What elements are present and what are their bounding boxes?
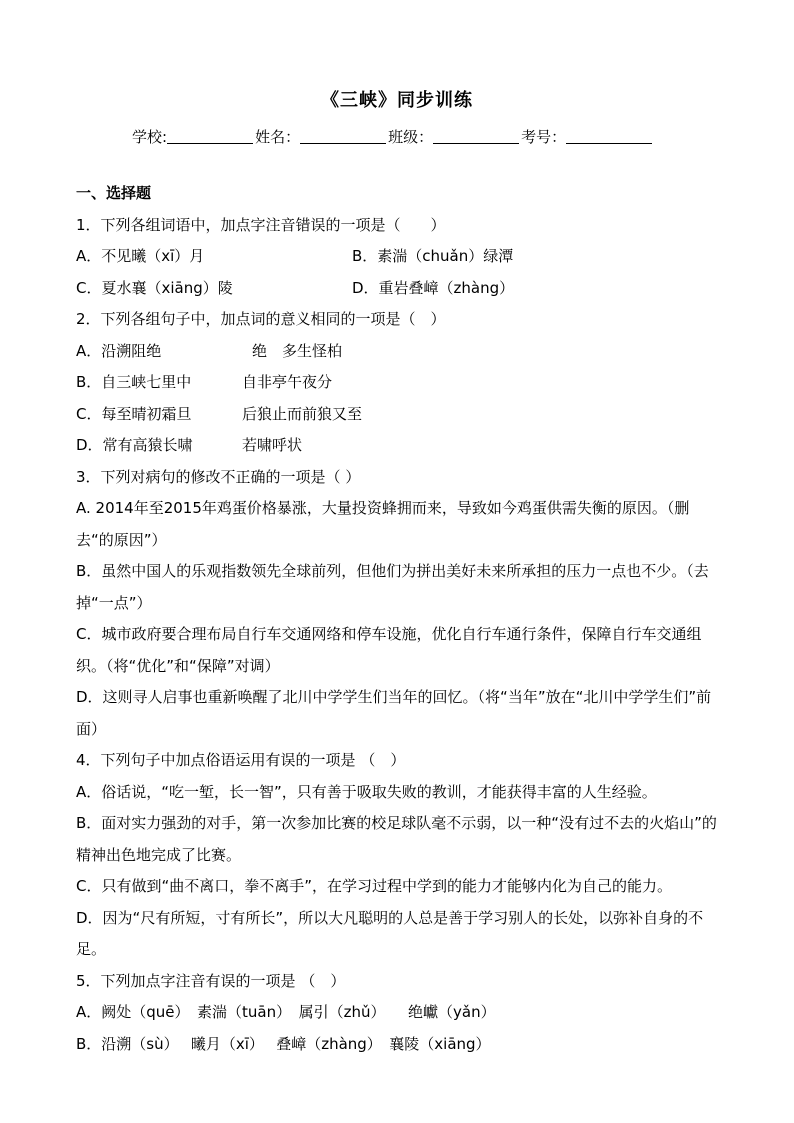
question-2-option-c-part1: C．每至晴初霜旦: [76, 404, 192, 423]
question-2-option-d-part2: 若啸呼状: [242, 436, 303, 454]
question-1-options-row-1: [76, 241, 720, 273]
question-3-option-b: B．虽然中国人的乐观指数领先全球前列，但他们为拼出美好未来所承担的压力一点也不少。（去掉“一点”）: [76, 562, 709, 612]
question-5-option-b: B．沿溯（sù） 曦月（xī） 叠嶂（zhàng） 襄陵（xiāng）: [76, 1034, 491, 1053]
question-2-option-b: [76, 367, 720, 399]
name-blank[interactable]: [300, 129, 386, 144]
question-2-option-c: [76, 399, 720, 431]
question-4-option-b: B．面对实力强劲的对手，第一次参加比赛的校足球队毫不示弱，以一种“没有过不去的火焰山”的精神出色地完成了比赛。: [76, 814, 717, 864]
question-2-option-a-part1: A．沿溯阻绝: [76, 341, 162, 360]
question-4-stem: 4．下列句子中加点俗语运用有误的一项是 （ ）: [76, 751, 406, 769]
exam-no-blank[interactable]: [566, 129, 652, 144]
question-1-option-d: D．重岩叠嶂（zhàng）: [352, 278, 515, 297]
class-label: 班级：: [388, 128, 434, 146]
question-4-option-c: C．只有做到“曲不离口，拳不离手”，在学习过程中学到的能力才能够内化为自己的能力。: [76, 877, 673, 895]
question-3-stem: 3．下列对病句的修改不正确的一项是（ ）: [76, 467, 361, 486]
exam-no-label: 考号：: [521, 128, 567, 146]
question-2-option-c-part2: 后狼止而前狼又至: [242, 404, 363, 423]
question-1-option-b: B．素湍（chuǎn）绿潭: [352, 247, 514, 265]
page-title: 《三峡》同步训练: [321, 90, 473, 111]
question-2-option-b-part1: B．自三峡七里中: [76, 373, 192, 391]
question-3-option-d: D．这则寻人启事也重新唤醒了北川中学学生们当年的回忆。（将“当年”放在“北川中学学生们”前面）: [76, 688, 712, 738]
question-1-stem: 1．下列各组词语中，加点字注音错误的一项是（ ）: [76, 215, 446, 234]
class-blank[interactable]: [433, 129, 519, 144]
student-info-line: [132, 126, 654, 147]
school-blank[interactable]: [167, 129, 253, 144]
name-label: 姓名：: [255, 128, 301, 146]
question-2-option-a-part2: 绝 多生怪柏: [252, 341, 343, 360]
question-2-stem: 2．下列各组句子中，加点词的意义相同的一项是（ ）: [76, 310, 446, 328]
school-label: 学校:: [132, 128, 168, 146]
question-2-option-d-part1: D．常有高猿长啸: [76, 436, 193, 454]
question-1-options-row-2: [76, 273, 720, 305]
question-2-option-d: [76, 430, 720, 462]
question-3-option-a: A. 2014年至2015年鸡蛋价格暴涨，大量投资蜂拥而来，导致如今鸡蛋供需失衡的原因。（删去“的原因”）: [76, 499, 690, 549]
section-heading: 一、选择题: [76, 184, 152, 202]
question-4-option-d: D．因为“尺有所短，寸有所长”，所以大凡聪明的人总是善于学习别人的长处，以弥补自身的不足。: [76, 908, 704, 958]
question-1-option-a: A．不见曦（xī）月: [76, 247, 205, 265]
question-2-option-b-part2: 自非亭午夜分: [242, 373, 333, 391]
question-5-option-a: A．阙处（quē） 素湍（tuān） 属引（zhǔ） 绝巘（yǎn）: [76, 1003, 496, 1021]
question-5-stem: 5．下列加点字注音有误的一项是 （ ）: [76, 971, 346, 990]
question-list: [76, 178, 720, 1060]
question-1-option-c: C．夏水襄（xiāng）陵: [76, 278, 233, 297]
question-3-option-c: C．城市政府要合理布局自行车交通网络和停车设施，优化自行车通行条件，保障自行车交通组织。（将“优化”和“保障”对调）: [76, 625, 702, 675]
question-2-option-a: [76, 336, 720, 368]
question-4-option-a: A．俗话说，“吃一堑，长一智”，只有善于吸取失败的教训，才能获得丰富的人生经验。: [76, 782, 657, 801]
